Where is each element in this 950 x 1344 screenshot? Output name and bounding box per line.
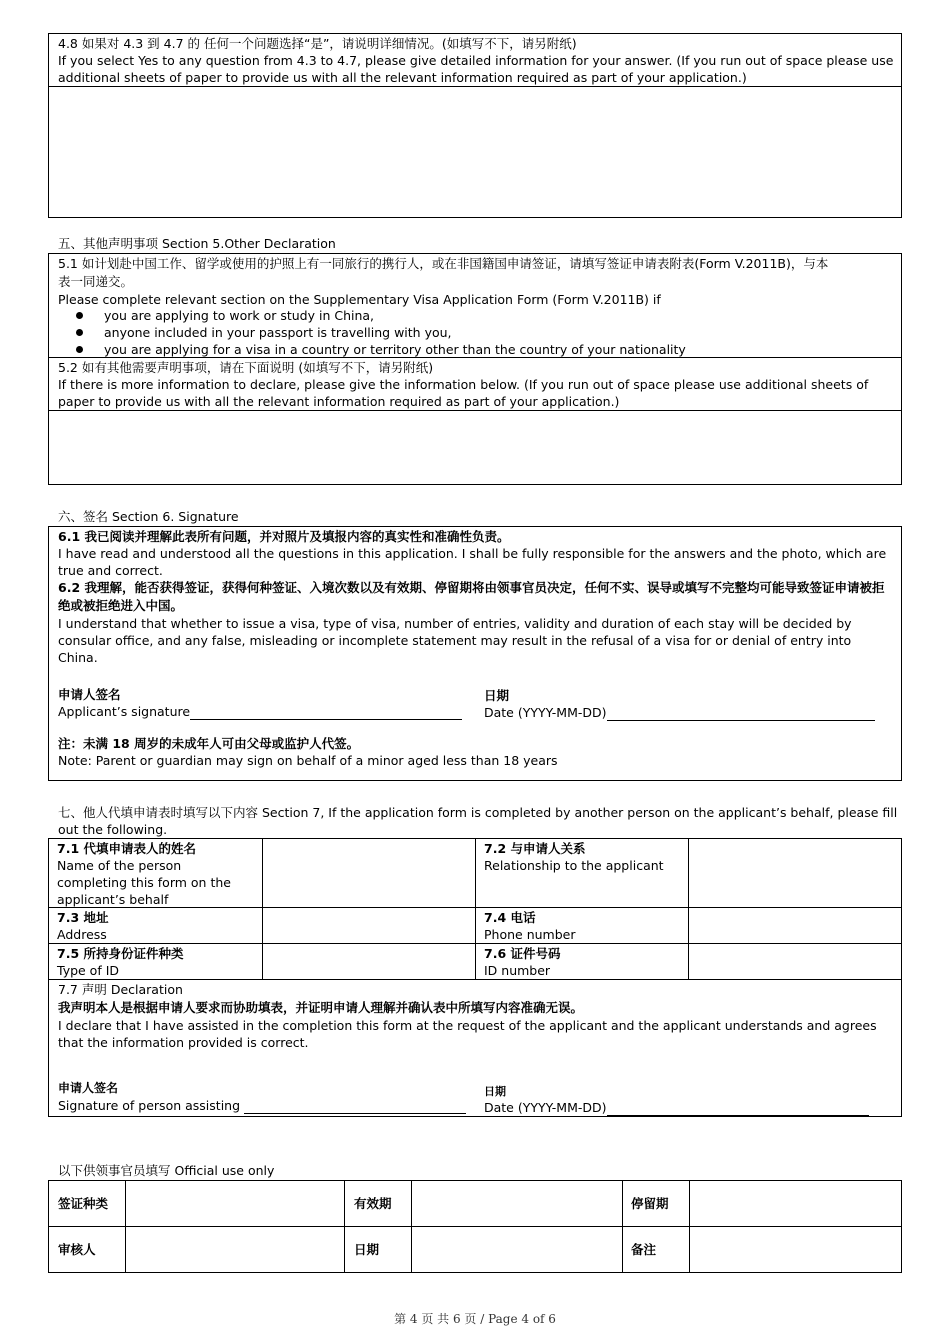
- section7-heading: 七、他人代填申请表时填写以下内容 Section 7, If the application form is completed by another person on the applicant’s behalf, please fill out the following.: [58, 805, 898, 837]
- q48-answer-area[interactable]: [49, 87, 901, 217]
- official-remarks-label: 备注: [631, 1242, 657, 1257]
- minor-note-en: Note: Parent or guardian may sign on behalf of a minor aged less than 18 years: [58, 753, 558, 768]
- date-label-zh: 日期: [484, 688, 510, 703]
- q76-label-en: ID number: [484, 963, 551, 978]
- q71-label-en: Name of the person completing this form on the applicant’s behalf: [57, 858, 231, 907]
- q51-bullet-list: [48, 307, 686, 358]
- q51-bullet-item: you are applying for a visa in a country or territory other than the country of your nationality: [48, 341, 686, 358]
- q51-question-en: Please complete relevant section on the Supplementary Visa Application Form (Form V.2011B) if: [58, 292, 661, 307]
- q77-title: 7.7 声明 Declaration: [58, 982, 183, 997]
- q77-declaration-zh: 我声明本人是根据申请人要求而协助填表，并证明申请人理解并确认表中所填写内容准确无误。: [58, 1000, 584, 1015]
- q76-label: [476, 944, 688, 980]
- assistant-signature-label-zh: 申请人签名: [58, 1081, 119, 1095]
- q62-statement-zh: 6.2 我理解，能否获得签证，获得何种签证、入境次数以及有效期、停留期将由领事官员决定，任何不实、误导或填写不完整均可能导致签证申请被拒绝或被拒绝进入中国。: [58, 580, 885, 613]
- section6-heading: 六、签名 Section 6. Signature: [58, 509, 239, 524]
- assistant-signature-line[interactable]: [244, 1099, 466, 1114]
- page-number: 第 4 页 共 6 页 / Page 4 of 6: [394, 1312, 556, 1326]
- official-validity-label: 有效期: [354, 1196, 392, 1211]
- q52-answer-area[interactable]: [49, 411, 901, 484]
- minor-note-zh: 注：未满 18 周岁的未成年人可由父母或监护人代签。: [58, 736, 360, 751]
- q72-label: [476, 839, 688, 875]
- official-date-label: 日期: [354, 1242, 380, 1257]
- q48-question-en: If you select Yes to any question from 4.3 to 4.7, please give detailed information for your answer. (If you run out of space please use additional sheets of paper to provide us with all the relevant information required as part of your application.): [58, 53, 894, 85]
- applicant-signature-label-en: Applicant’s signature: [58, 704, 191, 719]
- q73-address-input[interactable]: [263, 908, 475, 943]
- official-date-input[interactable]: [412, 1227, 622, 1272]
- q76-label-zh: 7.6 证件号码: [484, 946, 561, 961]
- official-reviewer-input[interactable]: [126, 1227, 344, 1272]
- date-line[interactable]: [607, 706, 875, 721]
- q73-label-zh: 7.3 地址: [57, 910, 109, 925]
- date-field[interactable]: [484, 704, 875, 721]
- q74-phone-input[interactable]: [689, 908, 901, 943]
- assistant-date-label-zh: 日期: [484, 1085, 506, 1098]
- q71-label: [49, 839, 262, 909]
- assistant-date-field[interactable]: [484, 1099, 869, 1116]
- official-duration-input[interactable]: [690, 1181, 901, 1226]
- q75-label: [49, 944, 262, 980]
- q76-id-number-input[interactable]: [689, 944, 901, 979]
- q61-statement-en: I have read and understood all the questions in this application. I shall be fully responsible for the answers and the photo, which are true and correct.: [58, 546, 887, 578]
- official-reviewer-label: 审核人: [58, 1242, 96, 1257]
- q71-label-zh: 7.1 代填申请表人的姓名: [57, 841, 196, 856]
- q52-question-zh: 5.2 如有其他需要声明事项，请在下面说明 (如填写不下，请另附纸): [58, 360, 434, 375]
- q61-statement-zh: 6.1 我已阅读并理解此表所有问题，并对照片及填报内容的真实性和准确性负责。: [58, 529, 510, 544]
- q75-label-en: Type of ID: [57, 963, 120, 978]
- q72-label-en: Relationship to the applicant: [484, 858, 664, 873]
- applicant-signature-label-zh: 申请人签名: [58, 687, 121, 702]
- q73-label-en: Address: [57, 927, 107, 942]
- official-duration-label: 停留期: [631, 1196, 669, 1211]
- q77-declaration-en: I declare that I have assisted in the completion this form at the request of the applicant and the applicant understands and agrees that the information provided is correct.: [58, 1018, 877, 1050]
- q48-question-zh: 4.8 如果对 4.3 到 4.7 的 任何一个问题选择“是”，请说明详细情况。(如填写不下，请另附纸): [58, 36, 577, 51]
- q72-relationship-input[interactable]: [689, 839, 901, 907]
- q73-label: [49, 908, 262, 944]
- official-remarks-input[interactable]: [690, 1227, 901, 1272]
- date-label-en: Date (YYYY-MM-DD): [484, 705, 607, 720]
- q71-name-input[interactable]: [263, 839, 475, 907]
- assistant-date-line[interactable]: [607, 1101, 869, 1116]
- applicant-signature-line[interactable]: [190, 705, 462, 720]
- q75-label-zh: 7.5 所持身份证件种类: [57, 946, 184, 961]
- q51-divider: [48, 357, 902, 358]
- q74-label: [476, 908, 688, 944]
- official-col-divider: [344, 1180, 345, 1273]
- assistant-signature-label-en: Signature of person assisting: [58, 1098, 241, 1113]
- official-col-divider: [622, 1180, 623, 1273]
- official-visa-type-label: 签证种类: [58, 1196, 109, 1211]
- q51-bullet-item: anyone included in your passport is travelling with you,: [48, 324, 686, 341]
- official-validity-input[interactable]: [412, 1181, 622, 1226]
- q51-bullet-item: you are applying to work or study in China,: [48, 307, 686, 324]
- assistant-signature-field[interactable]: [58, 1097, 466, 1114]
- official-visa-type-input[interactable]: [126, 1181, 344, 1226]
- applicant-signature-field[interactable]: [58, 703, 462, 720]
- q74-label-en: Phone number: [484, 927, 576, 942]
- q75-id-type-input[interactable]: [263, 944, 475, 979]
- official-use-heading: 以下供领事官员填写 Official use only: [58, 1163, 275, 1178]
- section5-heading: 五、其他声明事项 Section 5.Other Declaration: [58, 236, 336, 251]
- q52-question-en: If there is more information to declare, please give the information below. (If you run out of space please use additional sheets of paper to provide us with all the relevant information required as part of your application.): [58, 377, 869, 409]
- q74-label-zh: 7.4 电话: [484, 910, 536, 925]
- assistant-date-label-en: Date (YYYY-MM-DD): [484, 1100, 607, 1115]
- q72-label-zh: 7.2 与申请人关系: [484, 841, 586, 856]
- q62-statement-en: I understand that whether to issue a visa, type of visa, number of entries, validity and duration of each stay will be decided by consular office, and any false, misleading or incomplete statement may result in the refusal of a visa for or denial of entry into China.: [58, 616, 852, 665]
- q51-question-zh: 5.1 如计划赴中国工作、留学或使用的护照上有一同旅行的携行人，或在非国籍国申请签证，请填写签证申请表附表(Form V.2011B)，与本表一同递交。: [58, 256, 829, 289]
